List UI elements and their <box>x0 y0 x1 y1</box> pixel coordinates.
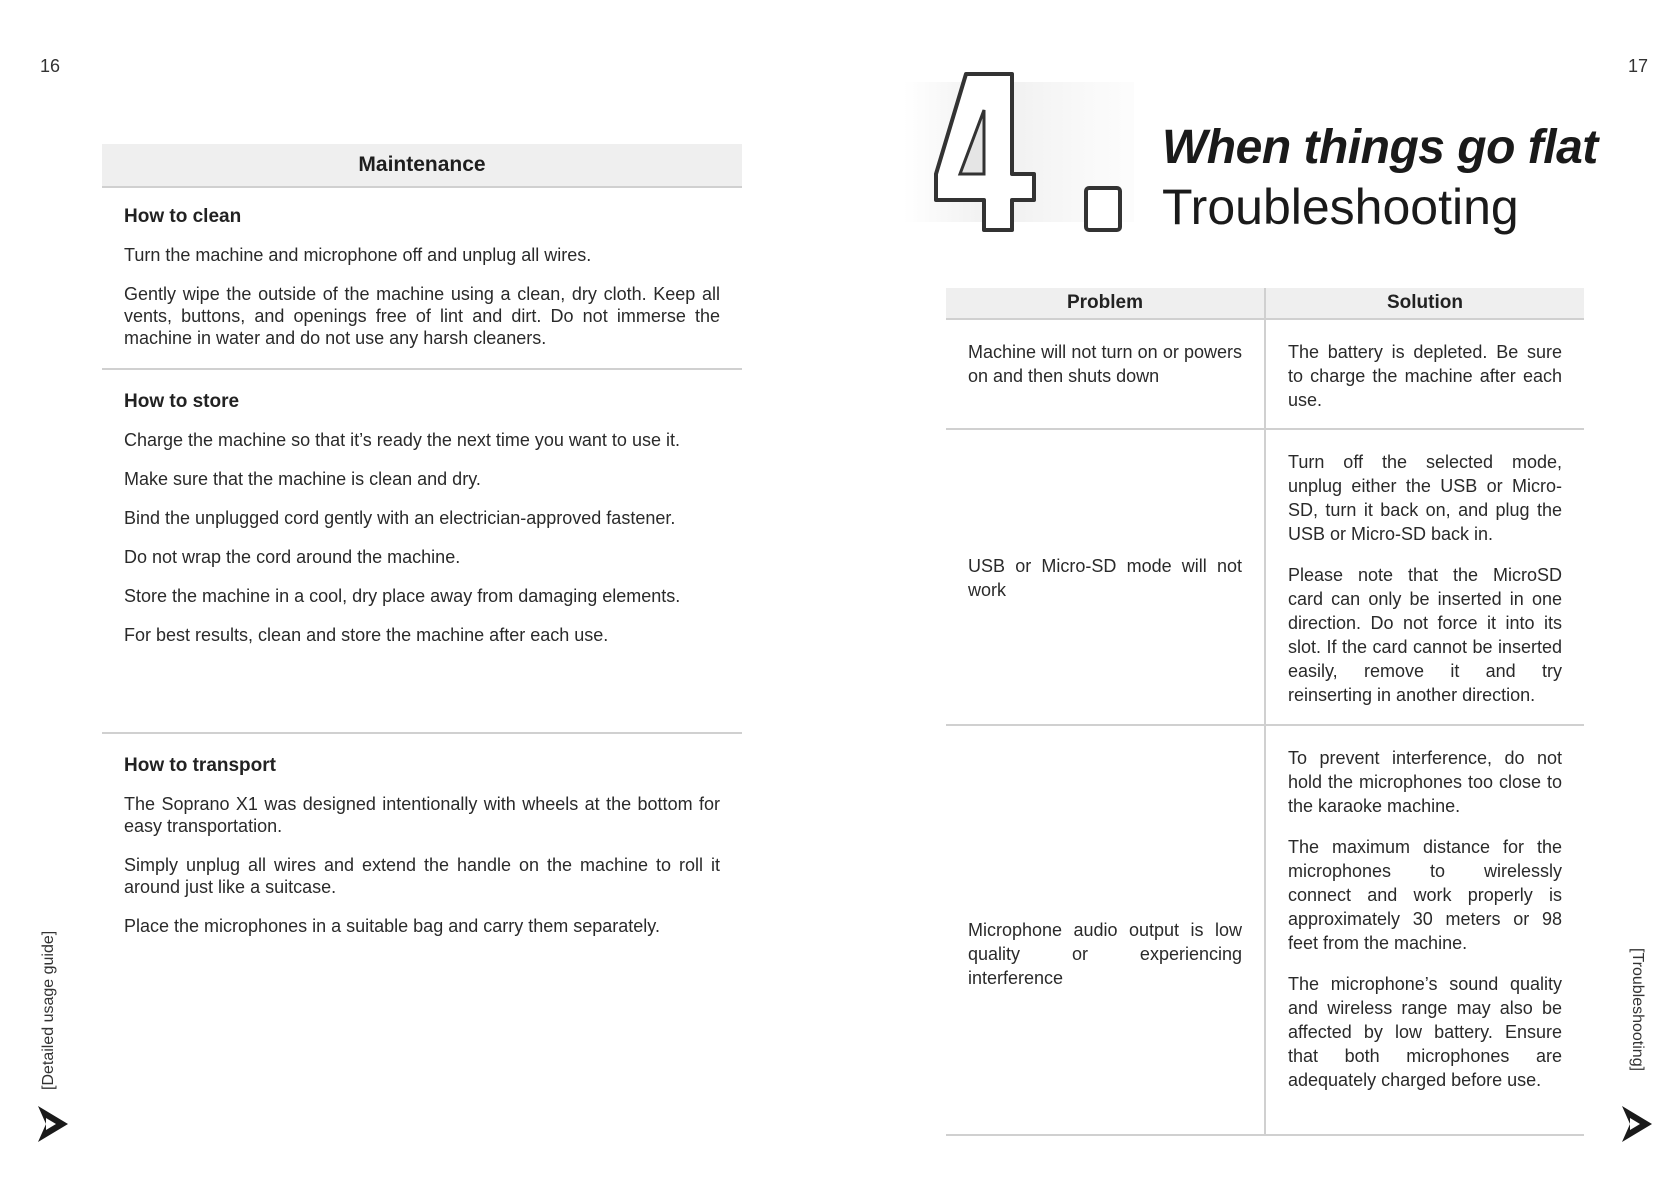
page-number-right: 17 <box>1628 56 1649 76</box>
row-divider <box>946 724 1584 726</box>
paragraph: The Soprano X1 was designed intentionally with wheels at the bottom for easy transportation. <box>124 794 720 836</box>
paragraph: Gently wipe the outside of the machine using a clean, dry cloth. Keep all vents, buttons, and openings free of lint and dirt. Do not immerse the machine in water and do not use any harsh cleaners. <box>124 284 720 348</box>
table-header-solution <box>1266 288 1584 320</box>
table-cell-solution <box>1288 746 1562 1109</box>
chapter-number-graphic <box>904 62 1134 242</box>
paragraph: Store the machine in a cool, dry place away from damaging elements. <box>124 586 681 606</box>
paragraph: Charge the machine so that it’s ready the next time you want to use it. <box>124 430 680 450</box>
paragraph: Bind the unplugged cord gently with an electrician-approved fastener. <box>124 508 676 528</box>
paragraph: For best results, clean and store the machine after each use. <box>124 625 609 645</box>
maintenance-title: Maintenance <box>358 153 486 176</box>
section-how-to-clean <box>124 206 720 349</box>
section-divider <box>102 732 742 734</box>
solution-text: The battery is depleted. Be sure to charge the machine after each use. <box>1288 342 1562 410</box>
row-divider <box>946 428 1584 430</box>
paragraph: Do not wrap the cord around the machine. <box>124 547 461 567</box>
chapter-subtitle: Troubleshooting <box>1162 179 1519 235</box>
maintenance-header <box>102 144 742 188</box>
section-title-clean: How to clean <box>124 206 242 227</box>
table-cell-problem: Machine will not turn on or powers on and then shuts down <box>968 342 1242 386</box>
page-number-left: 16 <box>40 56 61 76</box>
paragraph: Turn the machine and microphone off and unplug all wires. <box>124 245 592 265</box>
paragraph: Make sure that the machine is clean and dry. <box>124 469 481 489</box>
paragraph: Simply unplug all wires and extend the handle on the machine to roll it around just like a suitcase. <box>124 855 720 897</box>
header-label: Problem <box>1066 292 1144 313</box>
table-header-problem <box>946 288 1264 320</box>
table-cell-problem: USB or Micro-SD mode will not work <box>968 556 1242 600</box>
column-separator <box>1264 288 1266 1136</box>
table-cell-solution <box>1288 340 1562 429</box>
section-how-to-store <box>124 391 720 646</box>
header-label: Solution <box>1387 292 1463 313</box>
section-title-transport: How to transport <box>124 755 276 776</box>
paragraph: Place the microphones in a suitable bag and carry them separately. <box>124 916 660 936</box>
solution-text: The maximum distance for the microphones to wirelessly connect and work properly is approximately 30 meters or 98 feet from the machine. <box>1288 837 1562 953</box>
solution-text: Turn off the selected mode, unplug either the USB or Micro-SD, turn it back on, and plug the USB or Micro-SD back in. <box>1288 452 1562 544</box>
section-title-store: How to store <box>124 391 240 412</box>
row-divider <box>946 1134 1584 1136</box>
solution-text: To prevent interference, do not hold the microphones too close to the karaoke machine. <box>1288 748 1562 816</box>
brand-arrow-icon <box>1620 1104 1654 1144</box>
solution-text: The microphone’s sound quality and wireless range may also be affected by low battery. Ensure that both microphones are adequately charged before use. <box>1288 974 1562 1090</box>
chapter-number: 4. <box>904 62 905 63</box>
side-label-left: [Detailed usage guide] <box>40 930 57 1090</box>
table-cell-solution <box>1288 450 1562 724</box>
brand-arrow-icon <box>36 1104 70 1144</box>
section-divider <box>102 368 742 370</box>
solution-text: Please note that the MicroSD card can only be inserted in one direction. Do not force it into its slot. If the card cannot be inserted easily, remove it and try reinserting in another direction. <box>1288 565 1562 705</box>
side-label-right: [Troubleshooting] <box>1629 948 1646 1072</box>
table-cell-problem: Microphone audio output is low quality or experiencing interference <box>968 920 1242 988</box>
chapter-title: When things go flat <box>1162 121 1598 174</box>
section-how-to-transport <box>124 755 720 937</box>
